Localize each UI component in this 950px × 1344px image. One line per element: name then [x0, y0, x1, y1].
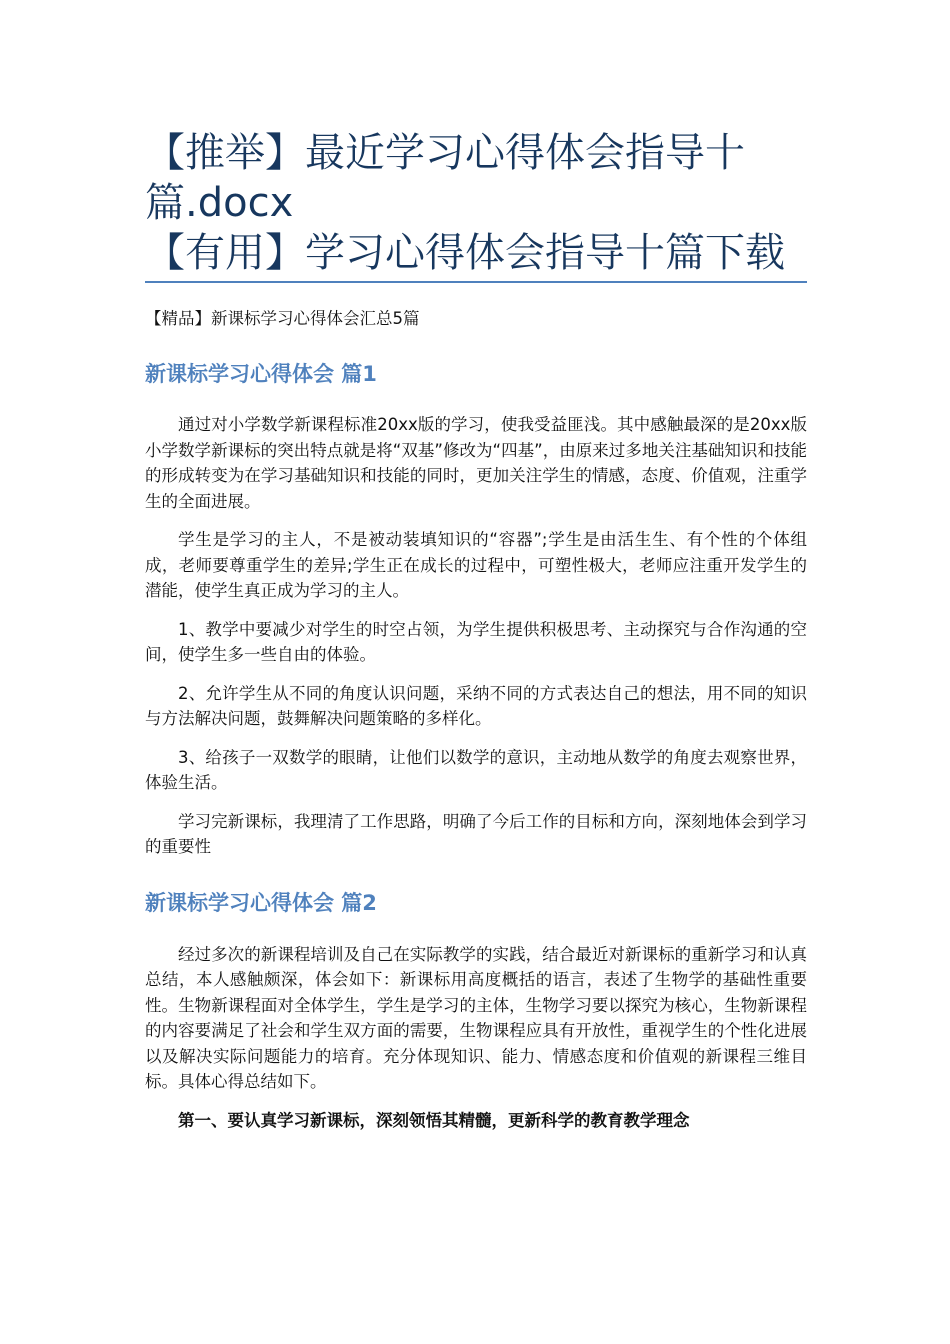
paragraph: 1、教学中要减少对学生的时空占领，为学生提供积极思考、主动探究与合作沟通的空间，使学生多一些自由的体验。 [145, 619, 807, 664]
title-underline [145, 281, 807, 283]
document-title [145, 128, 807, 278]
paragraph: 学生是学习的主人，不是被动装填知识的“容器”;学生是由活生生、有个性的个体组成，老师要尊重学生的差异;学生正在成长的过程中，可塑性极大，老师应注重开发学生的潜能，使学生真正成为学习的主人。 [145, 530, 807, 600]
document-title-line-1: 【推举】最近学习心得体会指导十篇.docx [145, 130, 745, 226]
section-2 [145, 888, 807, 1134]
paragraph: 通过对小学数学新课程标准20xx版的学习，使我受益匪浅。其中感触最深的是20xx版小学数学新课标的突出特点就是将“双基”修改为“四基”，由原来过多地关注基础知识和技能的形成转变为在学习基础知识和技能的同时，更加关注学生的情感，态度、价值观，注重学生的全面进展。 [145, 415, 807, 511]
paragraph: 2、允许学生从不同的角度认识问题，采纳不同的方式表达自己的想法，用不同的知识与方法解决问题，鼓舞解决问题策略的多样化。 [145, 683, 807, 728]
paragraph: 3、给孩子一双数学的眼睛，让他们以数学的意识，主动地从数学的角度去观察世界，体验生活。 [145, 747, 807, 792]
section-heading: 新课标学习心得体会 篇1 [145, 362, 377, 386]
document-title-line-2: 【有用】学习心得体会指导十篇下载 [145, 230, 785, 276]
document-subtitle: 【精品】新课标学习心得体会汇总5篇 [145, 309, 420, 328]
document-page [145, 128, 807, 1133]
section-heading: 新课标学习心得体会 篇2 [145, 890, 377, 915]
paragraph: 经过多次的新课程培训及自己在实际教学的实践，结合最近对新课标的重新学习和认真总结，本人感触颇深，体会如下：新课标用高度概括的语言，表述了生物学的基础性重要性。生物新课程面对全体学生，学生是学习的主体，生物学习要以探究为核心，生物新课程的内容要满足了社会和学生双方面的需要，生物课程应具有开放性，重视学生的个性化进展以及解决实际问题能力的培育。充分体现知识、能力、情感态度和价值观的新课程三维目标。具体心得总结如下。 [145, 944, 807, 1091]
section-1 [145, 359, 807, 860]
paragraph: 学习完新课标，我理清了工作思路，明确了今后工作的目标和方向，深刻地体会到学习的重要性 [145, 811, 807, 856]
bold-paragraph: 第一、要认真学习新课标，深刻领悟其精髓，更新科学的教育教学理念 [178, 1110, 690, 1130]
